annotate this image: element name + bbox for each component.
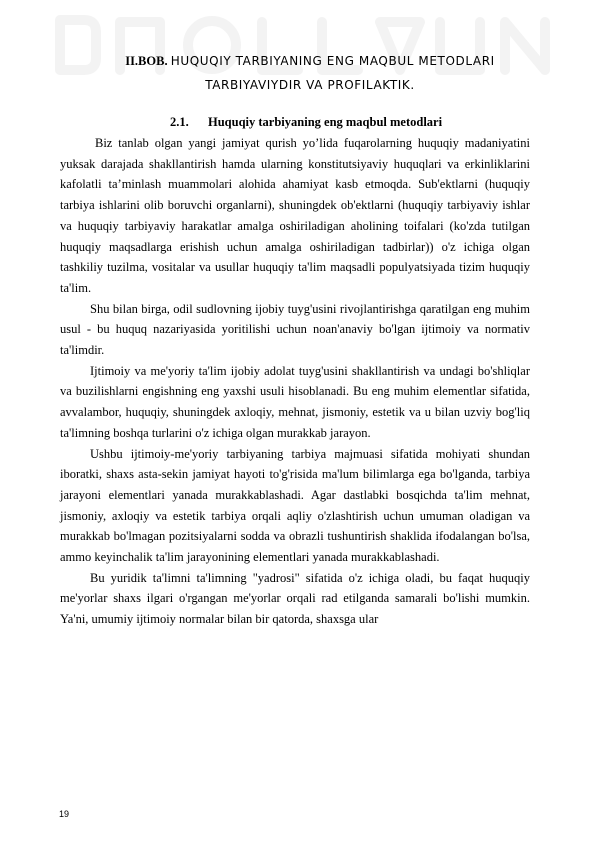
paragraph: Ushbu ijtimoiy-me'yoriy tarbiyaning tarbiya majmuasi sifatida mohiyati shundan iboratki, shaxs asta-sekin jamiyat hayoti to'g'risida ma'lum bilimlarga ega bo'lganda, tarbiya jarayoni elementlari yanada murakkablashadi. Agar dastlabki bosqichda ta'lim mehnat, jismoniy, axloqiy va estetik tarbiya orqali aqliy o'zlashtirish uchun umuman oladigan va murakkab bo'lmagan pozitsiyalarni sodda va obrazli tushuntirish shaklida ifodalangan bo'lsa, ammo keyinchalik ta'lim jarayonining elementlari yanada murakkablashadi. (60, 446, 530, 565)
chapter-title-line2: TARBIYAVIYDIR VA PROFILAKTIK. (205, 78, 415, 92)
chapter-title-line1: HUQUQIY TARBIYANING ENG MAQBUL METODLARI (170, 54, 495, 68)
page-number: 19 (59, 809, 70, 819)
paragraph: Bu yuridik ta'limni ta'limning "yadrosi" sifatida o'z ichiga oladi, bu faqat huquqiy me'yorlar shaxs ilgari o'rgangan me'yorlar orqali rad etilganda samarali bo'lishi mumkin. Ya'ni, umumiy ijtimoiy normalar bilan bir qatorda, shaxsga ular (60, 570, 530, 627)
paragraph: Biz tanlab olgan yangi jamiyat qurish yo’lida fuqarolarning huquqiy madaniyatini yuksak darajada shakllantirish hamda ularning konstitutsiyaviy huquqlari va erkinliklarini kafolatli ta’minlash muammolari alohida ahamiyat kasb etmoqda. Sub'ektlarni (huquqiy tarbiya ishlarini olib boruvchi organlarni), shuningdek ob'ektlarni (huquqiy tarbiyaviy ishlar va huquqiy tarbiyaviy harakatlar amalga oshiriladigan aholining toifalari (ko'zda tutilgan huquqiy maqsadlarga erishish uchun amalga oshiriladigan tadbirlar)) o'z ichiga olgan tashkiliy tuzilma, vositalar va usullar huquqiy ta'lim maqsadli populyatsiyada tizim huquqiy ta'lim. (60, 136, 530, 295)
paragraph: Ijtimoiy va me'yoriy ta'lim ijobiy adolat tuyg'usini shakllantirish va undagi bo'shliqlar va buzilishlarni engishning eng yaxshi usuli hisoblanadi. Bu eng muhim elementlar sifatida, avvalambor, huquqiy, shuningdek axloqiy, mehnat, jismoniy, estetik va u bilan uzviy bog'liq ta'limning boshqa turlarini o'z ichiga olgan murakkab jarayon. (60, 363, 530, 440)
section-number: 2.1. (170, 115, 189, 129)
chapter-heading (60, 49, 560, 97)
section-title: Huquqiy tarbiyaning eng maqbul metodlari (208, 115, 443, 129)
chapter-label: II.BOB. (125, 54, 168, 68)
paragraph: Shu bilan birga, odil sudlovning ijobiy tuyg'usini rivojlantirishga qaratilgan eng muhim usul - bu huquq nazariyasida yoritilishi uchun noan'anaviy bo'lgan ijtimoiy va normativ ta'limdir. (60, 301, 530, 358)
body-text (60, 133, 530, 630)
